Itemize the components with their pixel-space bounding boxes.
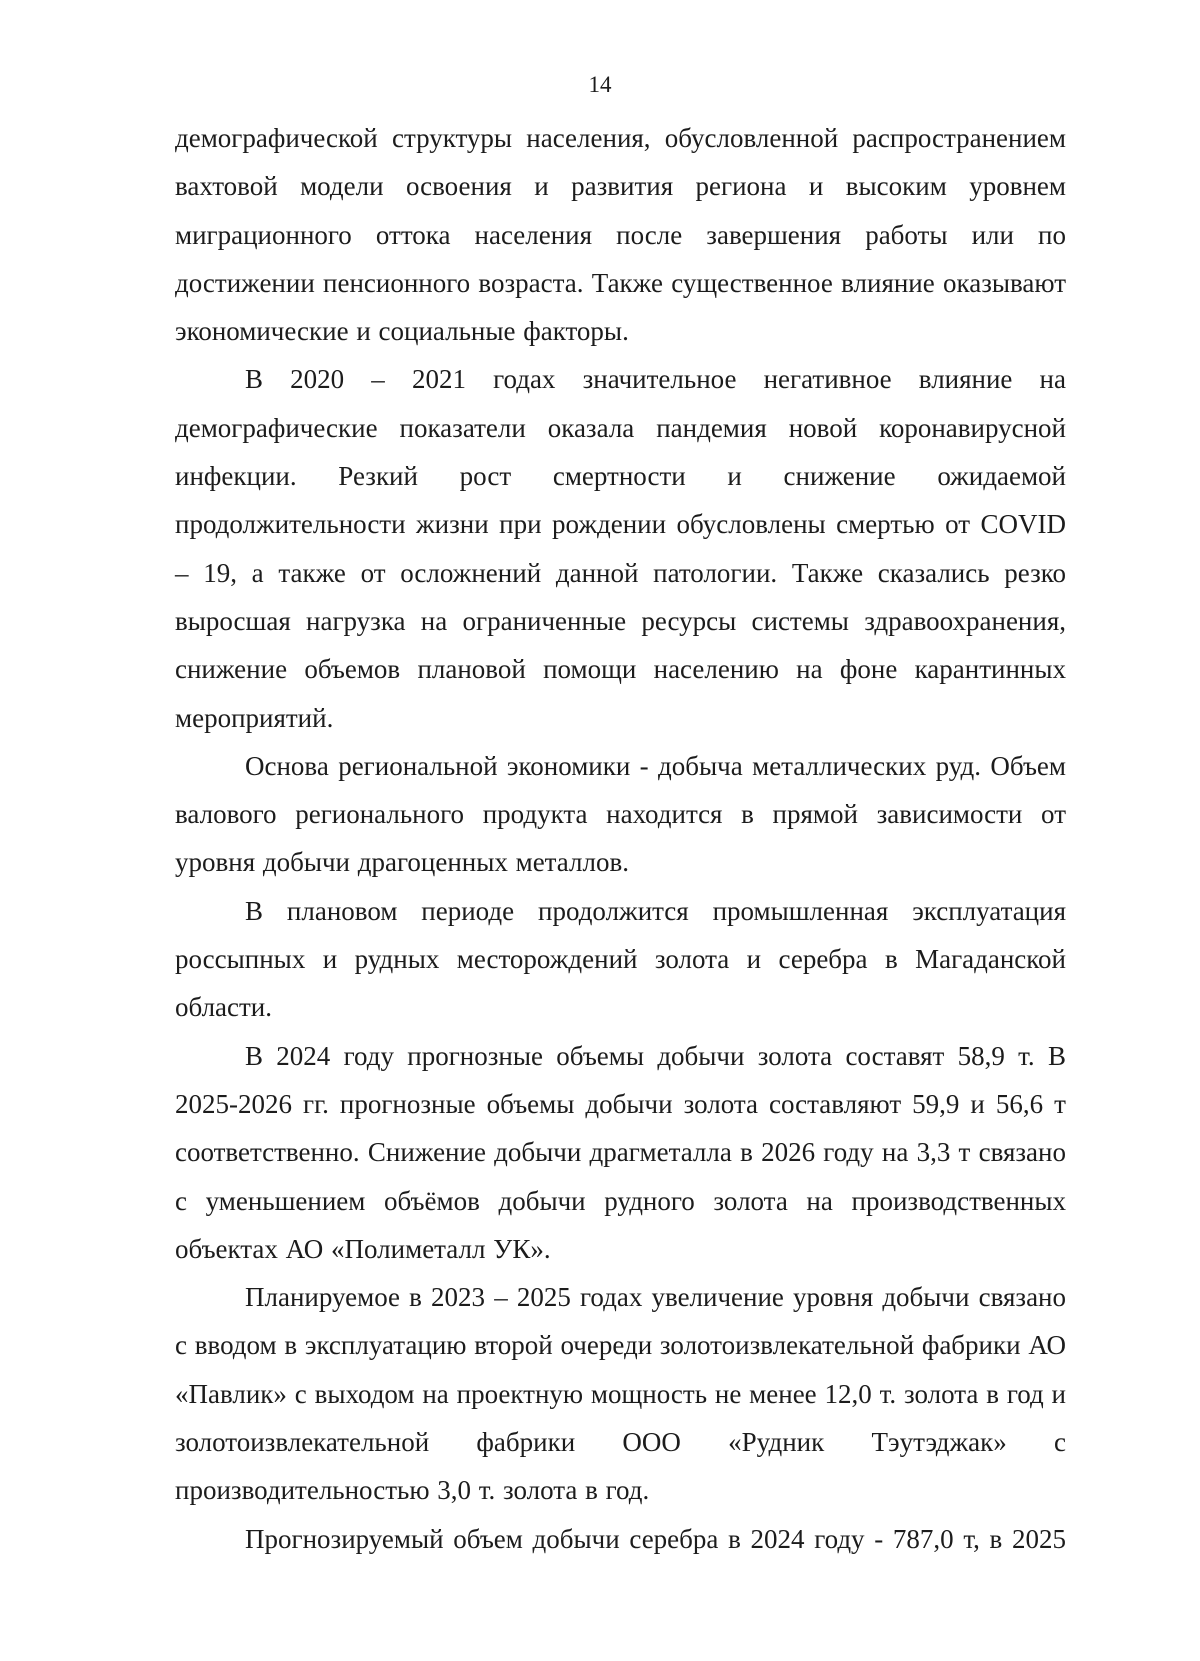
document-body (175, 114, 1066, 1563)
paragraph-regional-economy: Основа региональной экономики - добыча металлических руд. Объем валового регионального продукта находится в прямой зависимости от уровня добычи драгоценных металлов. (175, 750, 1066, 878)
paragraph-silver-production: Прогнозируемый объем добычи серебра в 2024 году - 787,0 т, в 2025 (245, 1523, 1066, 1554)
paragraph-gold-production: В 2024 году прогнозные объемы добычи золота составят 58,9 т. В 2025-2026 гг. прогнозные объемы добычи золота составляют 59,9 и 56,6 т соответственно. Снижение добычи драгметалла в 2026 году на 3,3 т связано с уменьшением объёмов добычи рудного золота на производственных объектах АО «Полиметалл УК». (175, 1040, 1066, 1264)
paragraph-production-increase: Планируемое в 2023 – 2025 годах увеличение уровня добычи связано с вводом в эксплуатацию второй очереди золотоизвлекательной фабрики АО «Павлик» с выходом на проектную мощность не менее 12,0 т. золота в год и золотоизвлекательной фабрики ООО «Рудник Тэутэджак» с производительностью 3,0 т. золота в год. (175, 1282, 1066, 1506)
page-number: 14 (588, 72, 612, 97)
paragraph-pandemic-impact: В 2020 – 2021 годах значительное негативное влияние на демографические показатели оказала пандемия новой коронавирусной инфекции. Резкий рост смертности и снижение ожидаемой продолжительности жизни при рождении обусловлены смертью от COVID – 19, а также от осложнений данной патологии. Также сказались резко выросшая нагрузка на ограниченные ресурсы системы здравоохранения, снижение объемов плановой помощи населению на фоне карантинных мероприятий. (175, 364, 1066, 733)
paragraph-planned-period: В плановом периоде продолжится промышленная эксплуатация россыпных и рудных месторождений золота и серебра в Магаданской области. (175, 895, 1066, 1023)
paragraph-demographic-structure: демографической структуры населения, обусловленной распространением вахтовой модели освоения и развития региона и высоким уровнем миграционного оттока населения после завершения работы или по достижении пенсионного возраста. Также существенное влияние оказывают экономические и социальные факторы. (175, 123, 1066, 347)
